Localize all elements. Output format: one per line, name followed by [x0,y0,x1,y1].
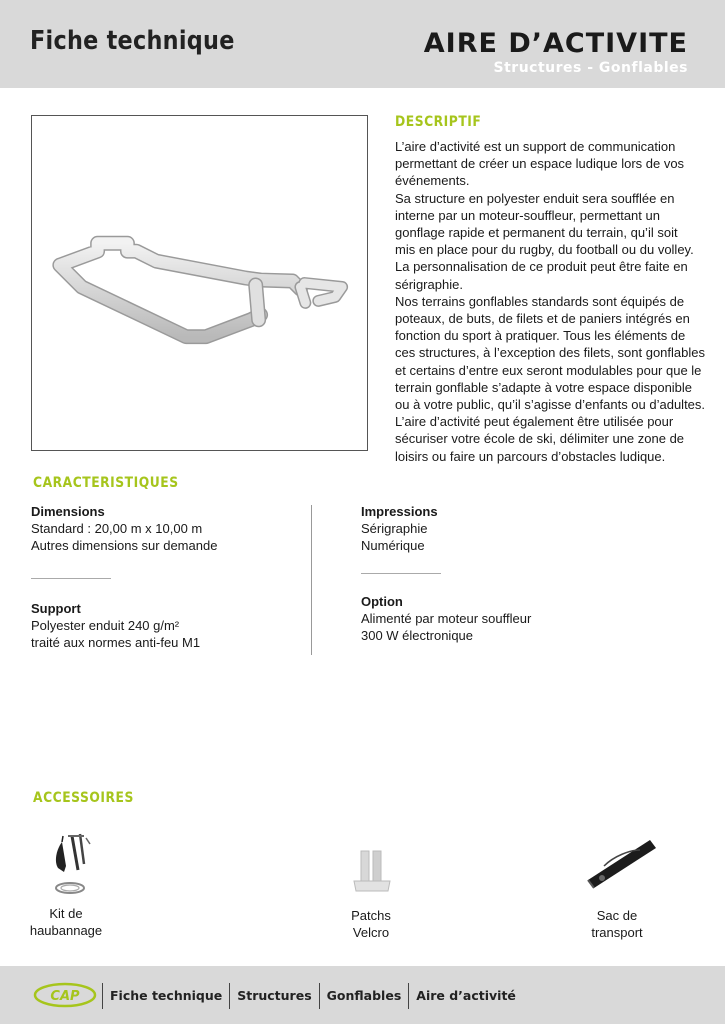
accessory-label-line: Patchs [351,908,391,923]
desc-line: poteaux, de buts, de filets et de paniers intégrés en [395,311,690,327]
accessory-label-bag [557,907,677,941]
desc-line: ou à votre public, qu’il s’agisse d’enfants ou d’adultes. [395,397,706,413]
cap-logo [33,981,97,1014]
spec-value: traité aux normes anti-feu M1 [31,635,201,650]
accessory-label-line: haubannage [29,923,103,938]
spec-value: Sérigraphie [361,521,428,536]
breadcrumb [102,983,523,1009]
spec-value: Standard : 20,00 m x 10,00 m [31,521,203,536]
accessory-label-line: Velcro [352,925,390,940]
desc-line: permettant de créer un espace ludique lors de vos [395,156,685,172]
footer-band [0,966,725,1024]
spec-label: Dimensions [31,504,105,519]
caracteristiques-heading: CARACTERISTIQUES [33,475,179,491]
desc-line: mis en place pour du rugby, du football ou du volley. [395,242,694,258]
desc-line: terrain gonflable s’adapte à votre espace disponible [395,379,693,395]
desc-line: loisirs ou faire un parcours d’obstacles ludique. [395,448,666,464]
spec-dimensions [31,503,217,554]
accessory-label-line: Kit de [49,906,83,921]
descriptif-body [395,138,725,465]
spec-label: Impressions [361,504,438,519]
desc-line: interne par un moteur-souffleur, permettant un [395,207,660,223]
spec-value: 300 W électronique [361,628,474,643]
spec-label: Option [361,594,403,609]
breadcrumb-item[interactable]: Structures [229,983,318,1009]
accessory-label-line: transport [591,925,643,940]
column-divider [311,505,312,655]
product-image [31,115,368,451]
spec-support [31,600,200,651]
desc-line: événements. [395,173,470,189]
guy-rope-kit-icon [50,832,100,896]
spec-value: Numérique [361,538,425,553]
inflatable-field-illustration [32,116,367,450]
desc-line: Sa structure en polyester enduit sera soufflée en [395,190,675,206]
desc-line: sérigraphie. [395,276,463,292]
accessory-label-line: Sac de [596,908,638,923]
desc-line: fonction du sport à pratiquer. Tous les éléments de [395,328,686,344]
divider [31,578,111,579]
spec-impressions [361,503,438,554]
divider [361,573,441,574]
desc-line: L’aire d’activité est un support de communication [395,139,676,154]
spec-value: Polyester enduit 240 g/m² [31,618,180,633]
desc-line: ces structures, à l’exception des filets, sont gonflables [395,345,705,361]
spec-option [361,593,531,644]
accessory-label-velcro [311,907,431,941]
velcro-patch-icon [352,849,392,893]
spec-value: Alimenté par moteur souffleur [361,611,532,626]
doc-title: Fiche technique [30,26,235,56]
desc-line: L’aire d’activité peut également être utilisée pour [395,414,674,430]
desc-line: gonflage rapide et permanent du terrain, qu’il soit [395,225,678,241]
header-band [0,0,725,88]
accessory-label-kit [6,905,126,939]
breadcrumb-item[interactable]: Aire d’activité [408,983,523,1009]
desc-line: sécuriser votre école de ski, délimiter une zone de [395,431,685,447]
desc-line: et certains d’entre eux seront modulables pour que le [395,362,702,378]
product-title: AIRE D’ACTIVITE [423,28,688,59]
product-subtitle: Structures - Gonflables [493,60,688,76]
accessoires-heading: ACCESSOIRES [33,790,134,806]
breadcrumb-item[interactable]: Fiche technique [102,983,229,1009]
spec-value: Autres dimensions sur demande [31,538,218,553]
descriptif-heading: DESCRIPTIF [395,114,482,130]
desc-line: La personnalisation de ce produit peut être faite en [395,259,688,275]
desc-line: Nos terrains gonflables standards sont équipés de [395,293,685,309]
breadcrumb-item[interactable]: Gonflables [319,983,409,1009]
transport-bag-icon [584,836,660,894]
logo-text: CAP [50,989,80,1004]
spec-label: Support [31,601,81,616]
